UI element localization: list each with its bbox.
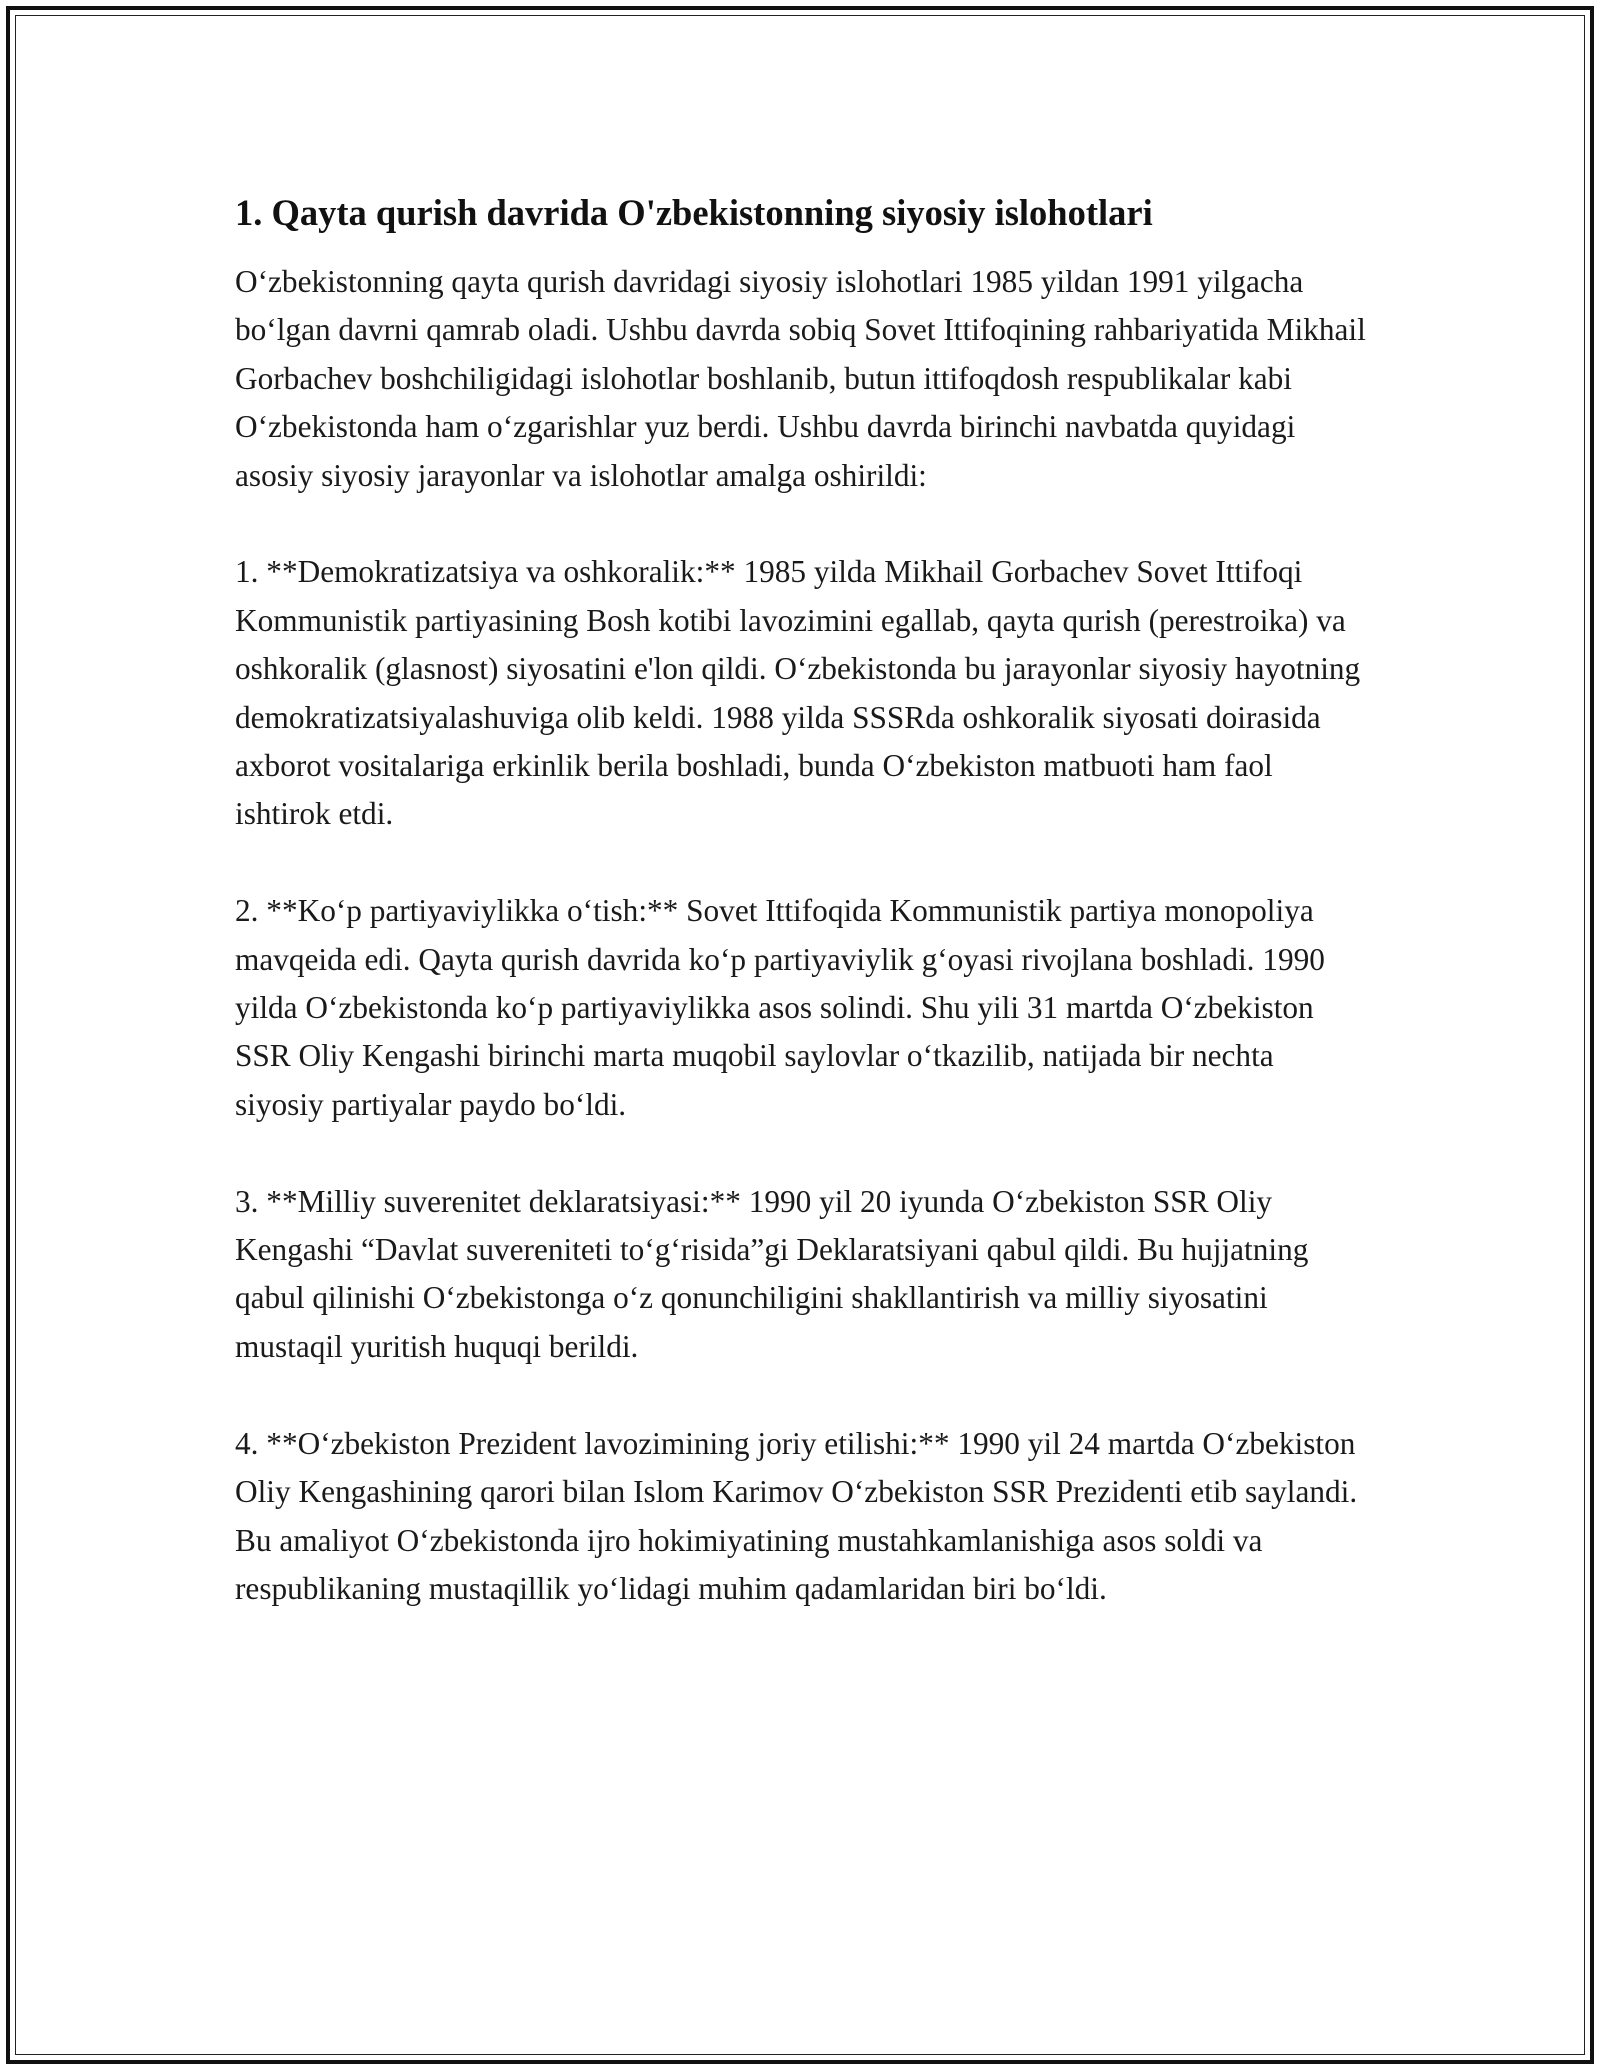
paragraph-item-1: 1. **Demokratizatsiya va oshkoralik:** 1985 yilda Mikhail Gorbachev Sovet Ittifoqi Kommunistik partiyasining Bosh kotibi lavozimini egallab, qayta qurish (perestroika) va oshkoralik (glasnost) siyosatini e'lon qildi. O‘zbekistonda bu jarayonlar siyosiy hayotning demokratizatsiyalashuviga olib keldi. 1988 yilda SSSRda oshkoralik siyosati doirasida axborot vositalariga erkinlik berila boshladi, bunda O‘zbekiston matbuoti ham faol ishtirok etdi.	[235, 554, 1361, 832]
paragraph-item-3: 3. **Milliy suverenitet deklaratsiyasi:** 1990 yil 20 iyunda O‘zbekiston SSR Oliy Kengashi “Davlat suvereniteti to‘g‘risida”gi Deklaratsiyani qabul qildi. Bu hujjatning qabul qilinishi O‘zbekistonga o‘z qonunchiligini shakllantirish va milliy siyosatini mustaqil yuritish huquqi berildi.	[235, 1183, 1309, 1364]
paragraph-item-2: 2. **Ko‘p partiyaviylikka o‘tish:** Sovet Ittifoqida Kommunistik partiya monopoliya mavqeida edi. Qayta qurish davrida ko‘p partiyaviylik g‘oyasi rivojlana boshladi. 1990 yilda O‘zbekistonda ko‘p partiyaviylikka asos solindi. Shu yili 31 martda O‘zbekiston SSR Oliy Kengashi birinchi marta muqobil saylovlar o‘tkazilib, natijada bir nechta siyosiy partiyalar paydo bo‘ldi.	[235, 893, 1325, 1122]
page-title: 1. Qayta qurish davrida O'zbekistonning siyosiy islohotlari	[235, 192, 1153, 233]
document-body	[235, 178, 1370, 1613]
paragraph-intro: O‘zbekistonning qayta qurish davridagi siyosiy islohotlari 1985 yildan 1991 yilgacha bo‘lgan davrni qamrab oladi. Ushbu davrda sobiq Sovet Ittifoqining rahbariyatida Mikhail Gorbachev boshchiligidagi islohotlar boshlanib, butun ittifoqdosh respublikalar kabi O‘zbekistonda ham o‘zgarishlar yuz berdi. Ushbu davrda birinchi navbatda quyidagi asosiy siyosiy jarayonlar va islohotlar amalga oshirildi:	[235, 264, 1366, 493]
paragraph-item-4: 4. **O‘zbekiston Prezident lavozimining joriy etilishi:** 1990 yil 24 martda O‘zbekiston Oliy Kengashining qarori bilan Islom Karimov O‘zbekiston SSR Prezidenti etib saylandi. Bu amaliyot O‘zbekistonda ijro hokimiyatining mustahkamlanishiga asos soldi va respublikaning mustaqillik yo‘lidagi muhim qadamlaridan biri bo‘ldi.	[235, 1425, 1358, 1606]
